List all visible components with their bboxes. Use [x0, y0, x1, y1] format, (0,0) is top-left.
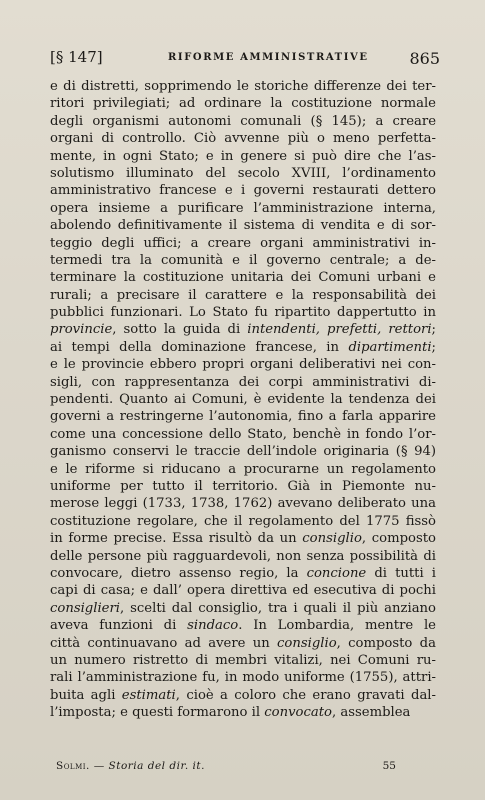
text-run: sigli, con rappresentanza dei corpi amministrativi di-	[50, 374, 436, 390]
text-line	[50, 478, 436, 495]
text-line	[50, 130, 436, 147]
italic-term: provincie	[50, 322, 113, 338]
text-run: delle persone più ragguardevoli, non senza possibilità di	[50, 548, 436, 564]
text-line	[50, 235, 436, 252]
text-line	[50, 530, 436, 547]
running-header	[50, 46, 440, 74]
text-run: rali l’amministrazione fu, in modo uniforme (1755), attri-	[50, 670, 436, 686]
printer-signature: 55	[382, 760, 396, 772]
text-line	[50, 217, 436, 234]
text-line	[50, 356, 436, 373]
text-line	[50, 548, 436, 565]
text-line	[50, 687, 436, 704]
italic-term: consiglio	[302, 531, 362, 547]
text-run: merose leggi (1733, 1738, 1762) avevano deliberato una	[50, 496, 436, 512]
text-line	[50, 461, 436, 478]
text-run: in forme precise. Essa risultò da un	[50, 531, 303, 547]
text-run: , composto da	[336, 635, 436, 651]
text-line	[50, 635, 436, 652]
text-run: aveva funzioni di	[50, 618, 188, 634]
italic-term: consiglio	[277, 635, 337, 651]
text-run: governi a restringerne l’autonomia, fino a farla apparire	[50, 409, 436, 425]
text-run: , scelti dal consiglio, tra i quali il più anziano	[120, 600, 436, 616]
text-line	[50, 600, 436, 617]
text-run: ritori privilegiati; ad ordinare la costituzione normale	[50, 96, 436, 112]
italic-term: consiglieri	[50, 600, 121, 616]
text-run: rurali; a precisare il carattere e la responsabilità dei	[50, 287, 436, 303]
text-run: ;	[431, 339, 436, 355]
footer-citation	[56, 760, 205, 772]
text-run: , composto	[361, 531, 436, 547]
body-text	[50, 78, 436, 721]
text-run: mente, in ogni Stato; e in genere si può dire che l’as-	[50, 148, 436, 164]
text-run: . In Lombardia, mentre le	[238, 618, 436, 634]
text-line	[50, 374, 436, 391]
italic-term: sindaco	[187, 618, 239, 634]
text-line	[50, 269, 436, 286]
text-run: pubblici funzionari. Lo Stato fu ripartito dappertutto in	[50, 305, 436, 321]
text-run: ai tempi della dominazione francese, in	[50, 339, 349, 355]
text-line	[50, 408, 436, 425]
running-title: RIFORME AMMINISTRATIVE	[168, 52, 369, 63]
text-run: pendenti. Quanto ai Comuni, è evidente la tendenza dei	[50, 392, 436, 408]
text-run: un numero ristretto di membri vitalizi, nei Comuni ru-	[50, 652, 436, 668]
text-line	[50, 669, 436, 686]
footer-author: Solmi.	[56, 760, 90, 772]
text-line	[50, 652, 436, 669]
text-run: , cioè a coloro che erano gravati dal-	[175, 687, 436, 703]
text-run: di tutti i	[366, 565, 436, 581]
text-run: e di distretti, sopprimendo le storiche differenze dei ter-	[50, 79, 436, 94]
text-line	[50, 165, 436, 182]
page-number: 865	[409, 49, 440, 68]
text-line	[50, 582, 436, 599]
text-line	[50, 565, 436, 582]
italic-term: convocato	[264, 705, 332, 721]
text-run: ganismo conservi le traccie dell’indole originaria (§ 94)	[50, 444, 436, 460]
text-run: buita agli	[50, 687, 122, 703]
text-line	[50, 513, 436, 530]
text-line	[50, 304, 436, 321]
text-line	[50, 95, 436, 112]
text-line	[50, 321, 436, 338]
footer-book-title: — Storia del dir. it.	[93, 760, 205, 772]
text-run: organi di controllo. Ciò avvenne più o meno perfetta-	[50, 131, 436, 147]
text-line	[50, 495, 436, 512]
text-line	[50, 182, 436, 199]
text-run: terminare la costituzione unitaria dei Comuni urbani e	[50, 270, 436, 286]
text-line	[50, 252, 436, 269]
text-run: solutismo illuminato del secolo XVIII, l’ordinamento	[50, 165, 436, 181]
text-run: costituzione regolare, che il regolamento del 1775 fissò	[50, 513, 436, 529]
text-run: abolendo definitivamente il sistema di vendita e di sor-	[50, 218, 436, 234]
text-run: come una concessione dello Stato, benchè in fondo l’or-	[50, 426, 436, 442]
text-run: , assemblea	[331, 705, 411, 721]
text-line	[50, 704, 436, 721]
text-line	[50, 148, 436, 165]
text-line	[50, 426, 436, 443]
text-line	[50, 339, 436, 356]
text-run: amministrativo francese e i governi restaurati dettero	[50, 183, 436, 199]
text-run: l’imposta; e questi formarono il	[50, 705, 265, 721]
page-footer	[56, 760, 396, 780]
text-run: e le riforme si riducano a procurarne un regolamento	[50, 461, 436, 477]
text-run: ;	[431, 322, 436, 338]
italic-term: estimati	[121, 687, 176, 703]
text-line	[50, 391, 436, 408]
text-line	[50, 617, 436, 634]
text-run: teggio degli uffici; a creare organi amministrativi in-	[50, 235, 436, 251]
italic-term: intendenti, prefetti, rettori	[247, 322, 432, 338]
text-run: , sotto la guida di	[112, 322, 248, 338]
text-run: città continuavano ad avere un	[50, 635, 278, 651]
italic-term: dipartimenti	[348, 339, 432, 355]
section-number: [§ 147]	[50, 48, 103, 66]
text-line	[50, 113, 436, 130]
text-run: uniforme per tutto il territorio. Già in Piemonte nu-	[50, 478, 436, 494]
text-run: e le provincie ebbero propri organi deliberativi nei con-	[50, 357, 436, 373]
text-run: degli organismi autonomi comunali (§ 145); a creare	[50, 113, 436, 129]
text-run: convocare, dietro assenso regio, la	[50, 565, 307, 581]
text-line	[50, 287, 436, 304]
italic-term: concione	[306, 565, 367, 581]
text-line	[50, 443, 436, 460]
text-line	[50, 200, 436, 217]
text-line	[50, 78, 436, 95]
text-run: termedi tra la comunità e il governo centrale; a de-	[50, 252, 436, 268]
text-run: opera insieme a purificare l’amministrazione interna,	[50, 200, 436, 216]
text-run: capi di casa; e dall’ opera direttiva ed esecutiva di pochi	[50, 583, 436, 599]
